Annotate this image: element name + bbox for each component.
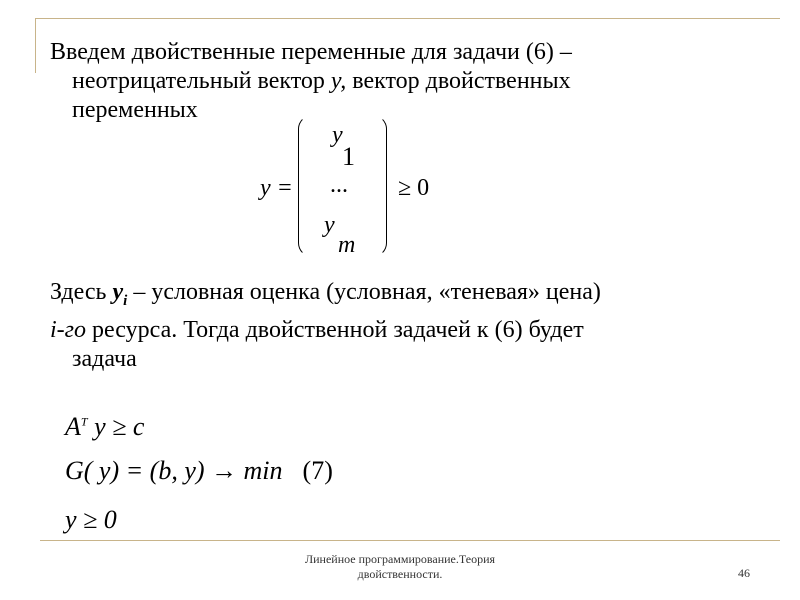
top-rule bbox=[35, 18, 780, 19]
yi-var: y bbox=[112, 279, 124, 305]
i-go-label: i-го bbox=[50, 316, 87, 343]
para1-line1: Введем двойственные переменные для задачи (6) – bbox=[50, 39, 572, 65]
para1-line3: переменных bbox=[72, 97, 198, 123]
constraint-y-nonneg: y ≥ 0 bbox=[65, 505, 117, 534]
footer-title: Линейное программирование.Теория двойственности. bbox=[304, 552, 496, 581]
vector-bottom-var: y bbox=[324, 212, 335, 238]
vector-y-label: y, bbox=[330, 68, 347, 94]
vector-lhs: y = bbox=[260, 175, 293, 201]
dual-vector-formula bbox=[260, 110, 430, 260]
left-paren bbox=[298, 115, 313, 257]
para1-line2: неотрицательный вектор y, вектор двойственных bbox=[72, 68, 571, 94]
objective-G: G( y) = (b, y) → min (7) bbox=[65, 456, 333, 485]
vector-bottom-index: m bbox=[338, 232, 356, 258]
para2-line1: Здесь $y_i$ – условная оценка (условная, «теневая» цена) bbox=[50, 279, 601, 309]
footer-rule bbox=[40, 540, 780, 541]
paragraph-shadow-price bbox=[50, 278, 770, 374]
para2-line2: i-го ресурса. Тогда двойственной задачей к (6) будет bbox=[50, 316, 584, 343]
vector-relation: ≥ 0 bbox=[398, 175, 430, 201]
yi-subscript: i bbox=[123, 292, 128, 309]
para2-line3: задача bbox=[72, 345, 137, 372]
page-number: 46 bbox=[738, 566, 750, 580]
equation-number: (7) bbox=[302, 456, 333, 485]
right-paren bbox=[372, 115, 387, 257]
vector-top-var: y bbox=[332, 122, 343, 148]
left-rule bbox=[35, 18, 36, 73]
vector-middle-dots: ... bbox=[330, 172, 348, 198]
constraint-ATy: $A^T$ y ≥ c bbox=[65, 412, 145, 441]
vector-top-index: 1 bbox=[342, 142, 355, 171]
